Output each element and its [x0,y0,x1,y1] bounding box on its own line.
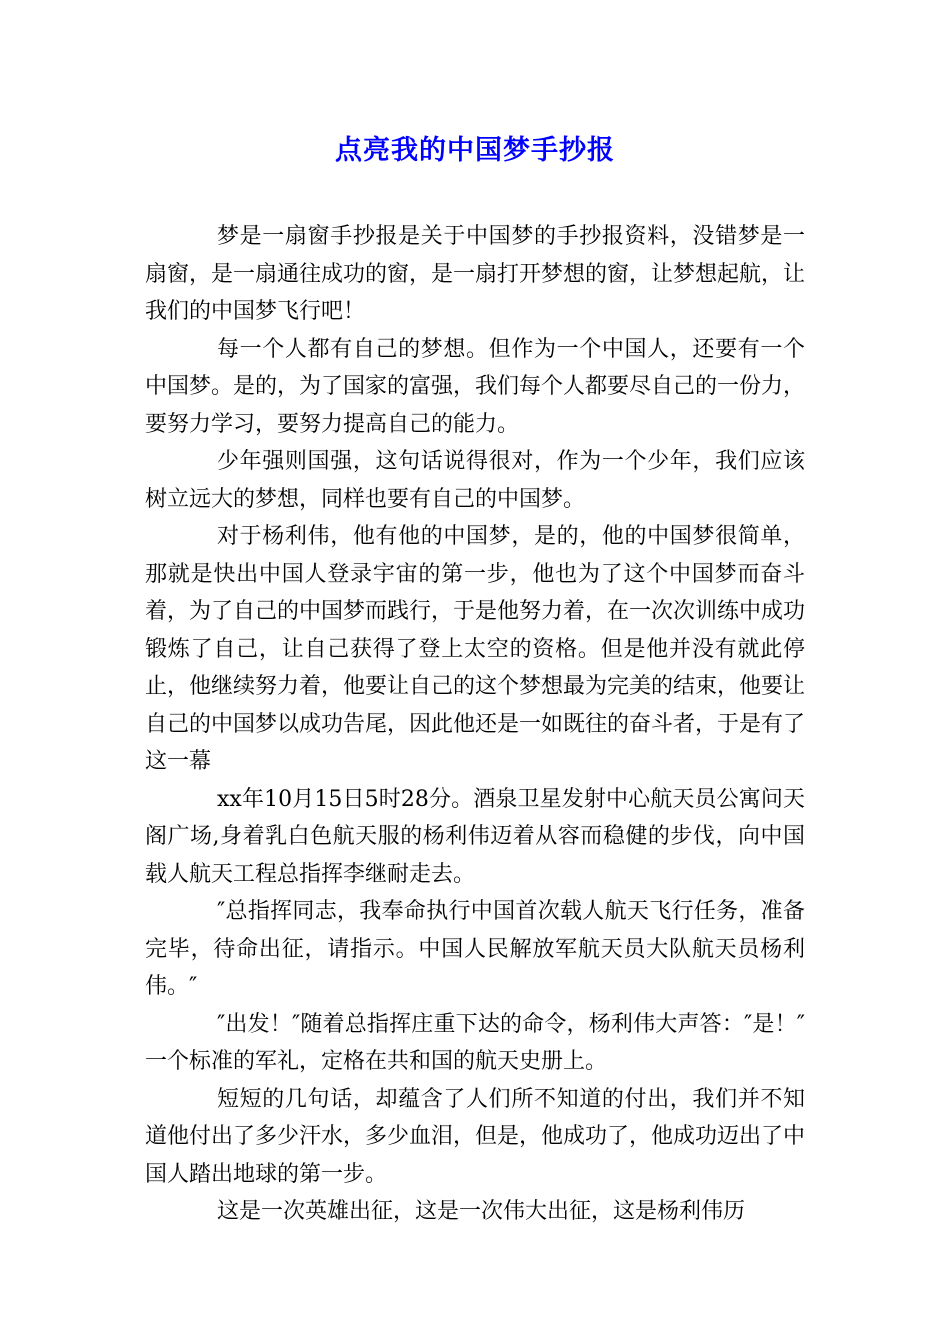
paragraph: 短短的几句话，却蕴含了人们所不知道的付出，我们并不知道他付出了多少汗水，多少血泪，但是，他成功了，他成功迈出了中国人踏出地球的第一步。 [145,1086,806,1187]
paragraph: 少年强则国强，这句话说得很对，作为一个少年，我们应该树立远大的梦想，同样也要有自己的中国梦。 [145,449,805,512]
paragraph: ″出发！″随着总指挥庄重下达的命令，杨利伟大声答：″是！″一个标准的军礼，定格在共和国的航天史册上。 [145,1011,805,1074]
document-body [145,218,805,1231]
document-title: 点亮我的中国梦手抄报 [335,135,615,166]
paragraph: 这是一次英雄出征，这是一次伟大出征，这是杨利伟历 [217,1199,746,1224]
paragraph: 梦是一扇窗手抄报是关于中国梦的手抄报资料，没错梦是一扇窗，是一扇通往成功的窗，是一扇打开梦想的窗，让梦想起航，让我们的中国梦飞行吧！ [145,224,806,324]
paragraph: 每一个人都有自己的梦想。但作为一个中国人，还要有一个中国梦。是的，为了国家的富强，我们每个人都要尽自己的一份力，要努力学习，要努力提高自己的能力。 [145,336,806,437]
paragraph: xx年10月15日5时28分。酒泉卫星发射中心航天员公寓问天阁广场,身着乳白色航天服的杨利伟迈着从容而稳健的步伐，向中国载人航天工程总指挥李继耐走去。 [145,786,805,887]
paragraph: 对于杨利伟，他有他的中国梦，是的，他的中国梦很简单，那就是快出中国人登录宇宙的第一步，他也为了这个中国梦而奋斗着，为了自己的中国梦而践行，于是他努力着，在一次次训练中成功锻炼了自己，让自己获得了登上太空的资格。但是他并没有就此停止，他继续努力着，他要让自己的这个梦想最为完美的结束，他要让自己的中国梦以成功告尾，因此他还是一如既往的奋斗者，于是有了这一幕 [145,524,806,774]
paragraph: ″总指挥同志，我奉命执行中国首次载人航天飞行任务，准备完毕，待命出征，请指示。中国人民解放军航天员大队航天员杨利伟。″ [145,899,805,999]
